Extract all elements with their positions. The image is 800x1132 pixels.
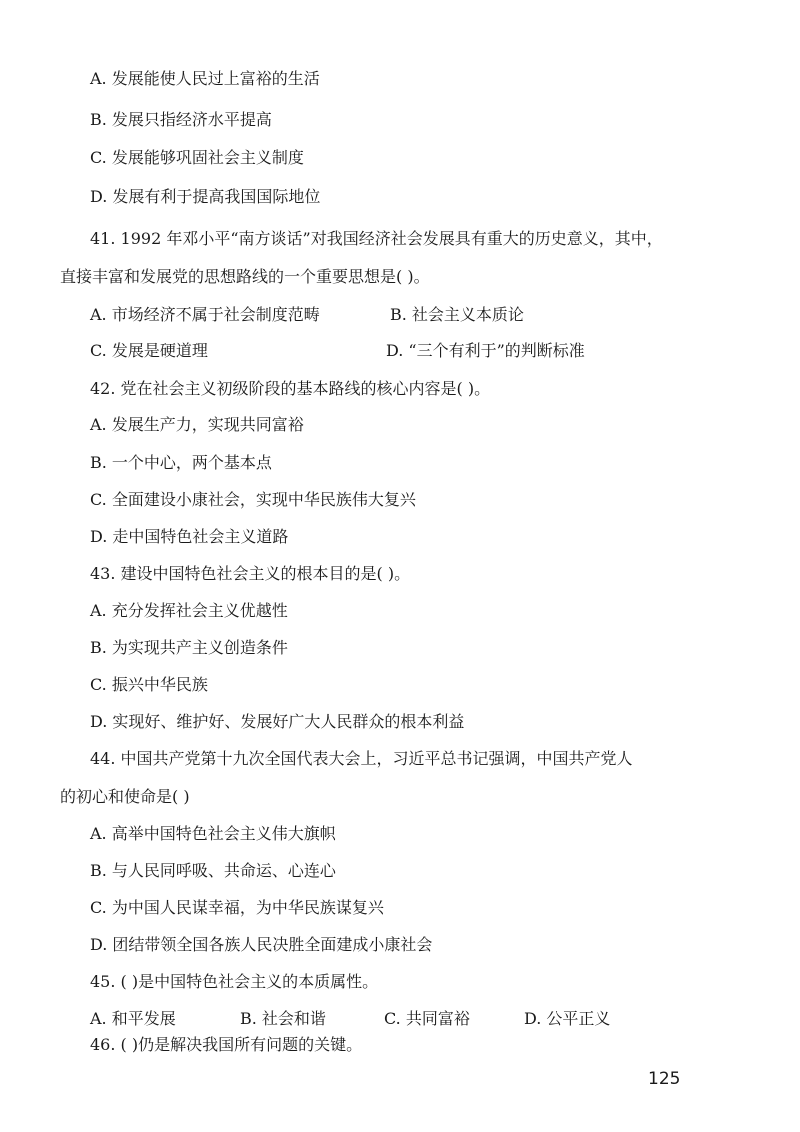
q42-option-b: B. 一个中心，两个基本点 <box>90 453 272 472</box>
q45-stem: 45. ( )是中国特色社会主义的本质属性。 <box>90 972 379 991</box>
q41-stem-line2: 直接丰富和发展党的思想路线的一个重要思想是( )。 <box>60 267 430 286</box>
q43-option-a: A. 充分发挥社会主义优越性 <box>90 601 288 620</box>
q43-stem: 43. 建设中国特色社会主义的根本目的是( )。 <box>90 564 411 583</box>
q40-option-c: C. 发展能够巩固社会主义制度 <box>90 148 304 167</box>
q40-option-d: D. 发展有利于提高我国国际地位 <box>90 187 321 206</box>
q44-stem-line2: 的初心和使命是( ) <box>60 787 190 806</box>
q42-option-d: D. 走中国特色社会主义道路 <box>90 527 289 546</box>
q46-stem: 46. ( )仍是解决我国所有问题的关键。 <box>90 1035 363 1054</box>
q44-option-b: B. 与人民同呼吸、共命运、心连心 <box>90 861 336 880</box>
q45-option-a: A. 和平发展 <box>90 1009 176 1028</box>
q45-option-d: D. 公平正义 <box>524 1009 611 1028</box>
page-number: 125 <box>648 1069 681 1089</box>
q41-option-b: B. 社会主义本质论 <box>390 305 524 324</box>
q41-stem-line1: 41. 1992 年邓小平“南方谈话”对我国经济社会发展具有重大的历史意义，其中， <box>90 229 663 248</box>
q44-option-d: D. 团结带领全国各族人民决胜全面建成小康社会 <box>90 935 433 954</box>
q43-option-c: C. 振兴中华民族 <box>90 675 208 694</box>
q41-option-a: A. 市场经济不属于社会制度范畴 <box>90 305 320 324</box>
q45-option-b: B. 社会和谐 <box>240 1009 326 1028</box>
q41-option-d: D. “三个有利于”的判断标准 <box>386 341 585 360</box>
q45-option-c: C. 共同富裕 <box>384 1009 470 1028</box>
q42-stem: 42. 党在社会主义初级阶段的基本路线的核心内容是( )。 <box>90 379 491 398</box>
q42-option-a: A. 发展生产力，实现共同富裕 <box>90 415 304 434</box>
q40-option-b: B. 发展只指经济水平提高 <box>90 110 272 129</box>
q43-option-d: D. 实现好、维护好、发展好广大人民群众的根本利益 <box>90 712 465 731</box>
q44-option-a: A. 高举中国特色社会主义伟大旗帜 <box>90 824 336 843</box>
q43-option-b: B. 为实现共产主义创造条件 <box>90 638 288 657</box>
q44-stem-line1: 44. 中国共产党第十九次全国代表大会上，习近平总书记强调，中国共产党人 <box>90 749 633 768</box>
q42-option-c: C. 全面建设小康社会，实现中华民族伟大复兴 <box>90 490 416 509</box>
q44-option-c: C. 为中国人民谋幸福，为中华民族谋复兴 <box>90 898 384 917</box>
q40-option-a: A. 发展能使人民过上富裕的生活 <box>90 69 320 88</box>
q41-option-c: C. 发展是硬道理 <box>90 341 208 360</box>
